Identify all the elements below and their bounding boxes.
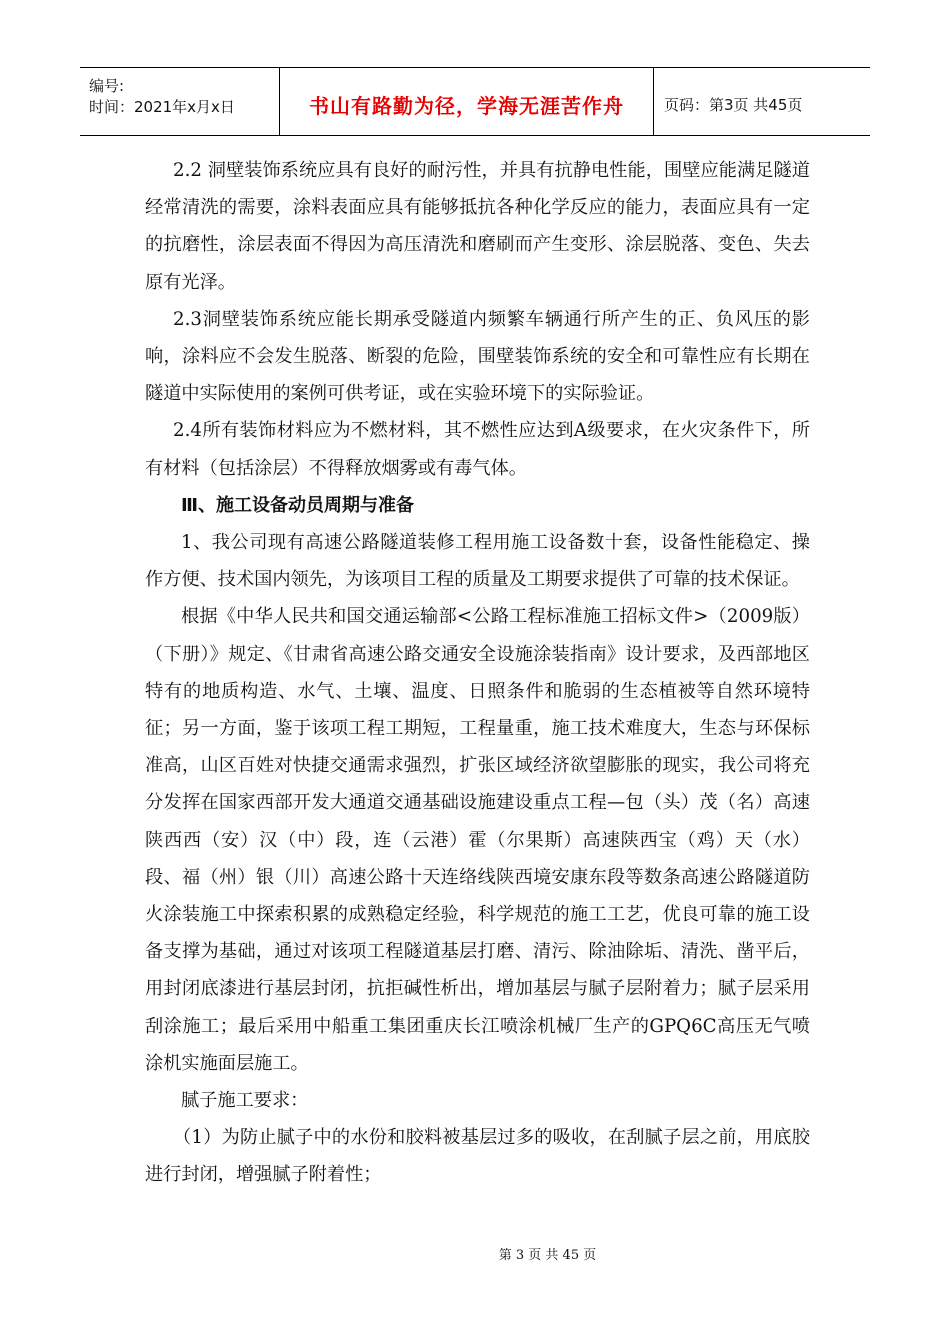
document-body xyxy=(145,152,810,1194)
serial-label: 编号: xyxy=(89,77,125,95)
paragraph-putty-title: 腻子施工要求： xyxy=(181,1090,309,1112)
page-code: 页码：第3页 共45页 xyxy=(664,96,803,114)
header-table xyxy=(80,67,870,136)
section-heading: Ⅲ、施工设备动员周期与准备 xyxy=(181,494,415,516)
time-label: 时间：2021年x月x日 xyxy=(89,98,235,116)
paragraph-putty-1: （1）为防止腻子中的水份和胶料被基层过多的吸收，在刮腻子层之前，用底胶进行封闭，增强腻子附着性； xyxy=(145,1127,810,1186)
page-footer xyxy=(0,1244,950,1263)
header-middle-cell xyxy=(280,68,654,135)
paragraph-basis: 根据《中华人民共和国交通运输部<公路工程标准施工招标文件>（2009版）（下册）》规定、《甘肃省高速公路交通安全设施涂装指南》设计要求，及西部地区特有的地质构造、水气、土壤、温度、日照条件和脆弱的生态植被等自然环境特征；另一方面，鉴于该项工程工期短，工程量重，施工技术难度大，生态与环保标准高，山区百姓对快捷交通需求强烈，扩张区域经济欲望膨胀的现实，我公司将充分发挥在国家西部开发大通道交通基础设施建设重点工程—包（头）茂（名）高速陕西西（安）汉（中）段，连（云港）霍（尔果斯）高速陕西宝（鸡）天（水）段、福（州）银（川）高速公路十天连络线陕西境安康东段等数条高速公路隧道防火涂装施工中探索积累的成熟稳定经验，科学规范的施工工艺，优良可靠的施工设备支撑为基础，通过对该项工程隧道基层打磨、清污、除油除垢、清洗、凿平后，用封闭底漆进行基层封闭，抗拒碱性析出，增加基层与腻子层附着力；腻子层采用刮涂施工；最后采用中船重工集团重庆长江喷涂机械厂生产的GPQ6C高压无气喷涂机实施面层施工。 xyxy=(145,606,810,1074)
footer-page-number: 第 3 页 共 45 页 xyxy=(498,1248,597,1263)
paragraph-2-2: 2.2 洞壁装饰系统应具有良好的耐污性，并具有抗静电性能，围壁应能满足隧道经常清洗的需要，涂料表面应具有能够抵抗各种化学反应的能力，表面应具有一定的抗磨性，涂层表面不得因为高压清洗和磨刷而产生变形、涂层脱落、变色、失去原有光泽。 xyxy=(145,160,810,293)
paragraph-equipment: 1、我公司现有高速公路隧道装修工程用施工设备数十套，设备性能稳定、操作方便、技术国内领先，为该项目工程的质量及工期要求提供了可靠的技术保证。 xyxy=(145,532,810,591)
motto-text: 书山有路勤为径，学海无涯苦作舟 xyxy=(309,94,624,118)
paragraph-2-4: 2.4所有装饰材料应为不燃材料，其不燃性应达到A级要求，在火灾条件下，所有材料（包括涂层）不得释放烟雾或有毒气体。 xyxy=(145,420,810,479)
header-right-cell xyxy=(654,68,870,135)
header-left-cell xyxy=(80,68,280,135)
paragraph-2-3: 2.3洞壁装饰系统应能长期承受隧道内频繁车辆通行所产生的正、负风压的影响，涂料应不会发生脱落、断裂的危险，围壁装饰系统的安全和可靠性应有长期在隧道中实际使用的案例可供考证，或在实验环境下的实际验证。 xyxy=(145,308,810,405)
